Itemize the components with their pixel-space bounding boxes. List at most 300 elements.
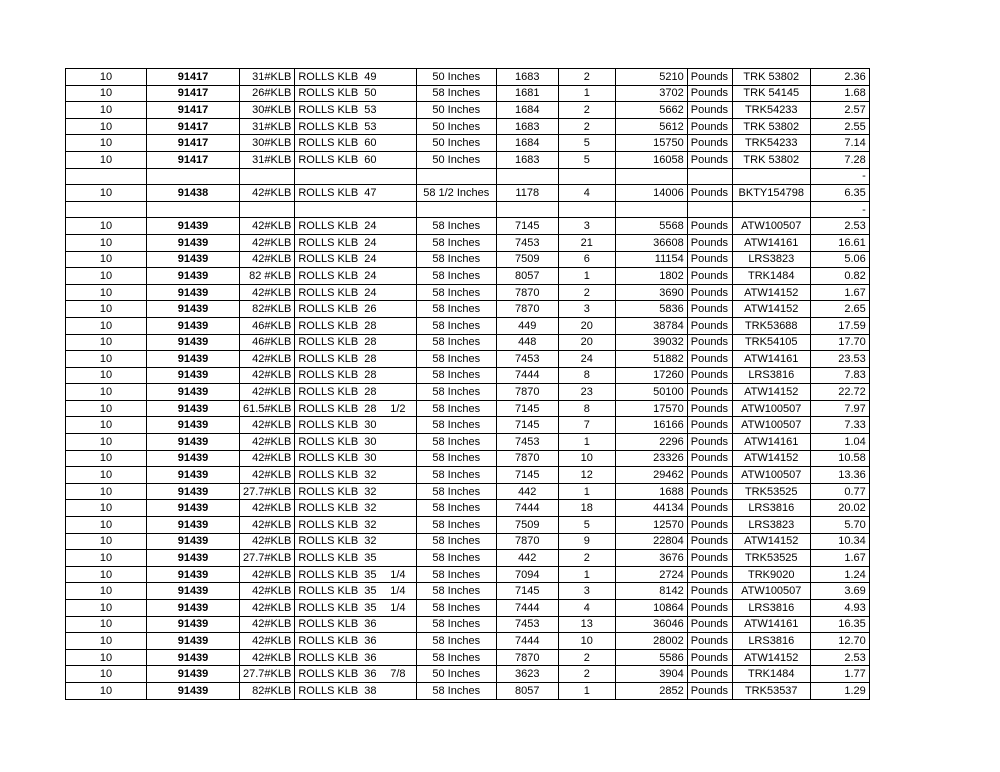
- unit-cell: Pounds: [687, 533, 732, 550]
- width-cell: 58 Inches: [416, 251, 496, 268]
- unit-cell: [687, 201, 732, 218]
- lot-cell: 10: [66, 649, 147, 666]
- weight-cell: 2852: [615, 682, 687, 699]
- unit-cell: [687, 168, 732, 185]
- lot-cell: 10: [66, 218, 147, 235]
- weight-cell: 5836: [615, 301, 687, 318]
- roll-count-cell: 4: [558, 600, 615, 617]
- size-cell: [361, 533, 416, 550]
- order-number-cell: 91439: [147, 600, 240, 617]
- lot-cell: 10: [66, 185, 147, 202]
- trailer-cell: ATW100507: [732, 417, 810, 434]
- product-cell: ROLLS KLB: [295, 566, 361, 583]
- size-cell: [361, 666, 416, 683]
- trailer-cell: ATW14152: [732, 384, 810, 401]
- size-whole: 28: [364, 369, 377, 382]
- weight-cell: 12570: [615, 517, 687, 534]
- mill-order-cell: 7444: [496, 633, 558, 650]
- width-cell: 50 Inches: [416, 135, 496, 152]
- percent-cell: -: [810, 168, 869, 185]
- size-cell: [361, 566, 416, 583]
- trailer-cell: TRK53525: [732, 550, 810, 567]
- width-cell: 58 Inches: [416, 317, 496, 334]
- weight-cell: 44134: [615, 500, 687, 517]
- unit-cell: Pounds: [687, 649, 732, 666]
- size-whole: 24: [364, 236, 377, 249]
- size-whole: 53: [364, 103, 377, 116]
- weight-cell: 16058: [615, 151, 687, 168]
- unit-cell: Pounds: [687, 517, 732, 534]
- trailer-cell: ATW100507: [732, 583, 810, 600]
- weight-cell: 3676: [615, 550, 687, 567]
- size-cell: [361, 600, 416, 617]
- table-row: [66, 384, 870, 401]
- size-cell: [361, 483, 416, 500]
- width-cell: 58 Inches: [416, 85, 496, 102]
- grade-cell: 42#KLB: [240, 600, 295, 617]
- product-cell: ROLLS KLB: [295, 118, 361, 135]
- unit-cell: Pounds: [687, 400, 732, 417]
- order-number-cell: 91439: [147, 284, 240, 301]
- size-cell: [361, 417, 416, 434]
- product-cell: ROLLS KLB: [295, 417, 361, 434]
- grade-cell: 31#KLB: [240, 69, 295, 86]
- roll-count-cell: 2: [558, 118, 615, 135]
- weight-cell: 36608: [615, 234, 687, 251]
- percent-cell: 13.36: [810, 467, 869, 484]
- order-number-cell: 91439: [147, 467, 240, 484]
- percent-cell: 1.04: [810, 434, 869, 451]
- size-whole: 38: [364, 684, 377, 697]
- mill-order-cell: 7870: [496, 384, 558, 401]
- size-cell: [361, 118, 416, 135]
- mill-order-cell: 1683: [496, 69, 558, 86]
- product-cell: ROLLS KLB: [295, 533, 361, 550]
- unit-cell: Pounds: [687, 633, 732, 650]
- lot-cell: 10: [66, 334, 147, 351]
- table-row: [66, 218, 870, 235]
- roll-count-cell: 3: [558, 583, 615, 600]
- width-cell: 58 Inches: [416, 384, 496, 401]
- roll-count-cell: 1: [558, 682, 615, 699]
- size-cell: [361, 467, 416, 484]
- trailer-cell: ATW14161: [732, 616, 810, 633]
- order-number-cell: 91439: [147, 334, 240, 351]
- size-cell: [361, 69, 416, 86]
- mill-order-cell: 1684: [496, 102, 558, 119]
- unit-cell: Pounds: [687, 434, 732, 451]
- width-cell: 58 Inches: [416, 550, 496, 567]
- unit-cell: Pounds: [687, 284, 732, 301]
- unit-cell: Pounds: [687, 583, 732, 600]
- mill-order-cell: 7145: [496, 417, 558, 434]
- weight-cell: [615, 168, 687, 185]
- unit-cell: Pounds: [687, 566, 732, 583]
- weight-cell: 3904: [615, 666, 687, 683]
- weight-cell: 8142: [615, 583, 687, 600]
- order-number-cell: [147, 168, 240, 185]
- lot-cell: 10: [66, 682, 147, 699]
- weight-cell: 51882: [615, 351, 687, 368]
- unit-cell: Pounds: [687, 384, 732, 401]
- roll-count-cell: 20: [558, 334, 615, 351]
- trailer-cell: LRS3823: [732, 251, 810, 268]
- product-cell: ROLLS KLB: [295, 384, 361, 401]
- roll-count-cell: 12: [558, 467, 615, 484]
- unit-cell: Pounds: [687, 85, 732, 102]
- table-body: [66, 69, 870, 700]
- order-number-cell: 91439: [147, 367, 240, 384]
- order-number-cell: 91439: [147, 301, 240, 318]
- unit-cell: Pounds: [687, 500, 732, 517]
- size-cell: [361, 301, 416, 318]
- roll-count-cell: 21: [558, 234, 615, 251]
- percent-cell: -: [810, 201, 869, 218]
- size-cell: [361, 367, 416, 384]
- product-cell: ROLLS KLB: [295, 234, 361, 251]
- order-number-cell: 91417: [147, 118, 240, 135]
- grade-cell: 26#KLB: [240, 85, 295, 102]
- roll-count-cell: 20: [558, 317, 615, 334]
- size-whole: 32: [364, 502, 377, 515]
- table-row: [66, 201, 870, 218]
- table-row: [66, 633, 870, 650]
- unit-cell: Pounds: [687, 118, 732, 135]
- roll-count-cell: 2: [558, 69, 615, 86]
- unit-cell: Pounds: [687, 102, 732, 119]
- weight-cell: 23326: [615, 450, 687, 467]
- order-number-cell: 91439: [147, 450, 240, 467]
- width-cell: 50 Inches: [416, 666, 496, 683]
- size-whole: 32: [364, 535, 377, 548]
- weight-cell: 2296: [615, 434, 687, 451]
- product-cell: ROLLS KLB: [295, 251, 361, 268]
- size-cell: [361, 102, 416, 119]
- table-row: [66, 417, 870, 434]
- trailer-cell: ATW100507: [732, 218, 810, 235]
- unit-cell: Pounds: [687, 69, 732, 86]
- size-cell: [361, 550, 416, 567]
- size-cell: [361, 633, 416, 650]
- table-row: [66, 118, 870, 135]
- table-row: [66, 500, 870, 517]
- table-row: [66, 284, 870, 301]
- lot-cell: 10: [66, 351, 147, 368]
- trailer-cell: LRS3816: [732, 367, 810, 384]
- roll-count-cell: 3: [558, 301, 615, 318]
- size-cell: [361, 351, 416, 368]
- size-cell: [361, 682, 416, 699]
- lot-cell: [66, 168, 147, 185]
- mill-order-cell: 442: [496, 483, 558, 500]
- table-row: [66, 434, 870, 451]
- mill-order-cell: 7453: [496, 351, 558, 368]
- trailer-cell: [732, 201, 810, 218]
- lot-cell: 10: [66, 151, 147, 168]
- order-number-cell: 91439: [147, 400, 240, 417]
- weight-cell: 11154: [615, 251, 687, 268]
- trailer-cell: TRK9020: [732, 566, 810, 583]
- size-whole: 36: [364, 634, 377, 647]
- trailer-cell: ATW100507: [732, 467, 810, 484]
- unit-cell: Pounds: [687, 600, 732, 617]
- size-whole: 26: [364, 303, 377, 316]
- mill-order-cell: 7870: [496, 450, 558, 467]
- product-cell: ROLLS KLB: [295, 102, 361, 119]
- trailer-cell: ATW100507: [732, 400, 810, 417]
- lot-cell: 10: [66, 633, 147, 650]
- width-cell: 58 Inches: [416, 583, 496, 600]
- table-row: [66, 351, 870, 368]
- order-number-cell: 91439: [147, 649, 240, 666]
- size-whole: 32: [364, 469, 377, 482]
- width-cell: 58 Inches: [416, 434, 496, 451]
- grade-cell: 42#KLB: [240, 500, 295, 517]
- roll-count-cell: 18: [558, 500, 615, 517]
- trailer-cell: LRS3823: [732, 517, 810, 534]
- width-cell: 58 Inches: [416, 301, 496, 318]
- size-fraction: 1/4: [390, 568, 406, 581]
- percent-cell: 2.65: [810, 301, 869, 318]
- unit-cell: Pounds: [687, 234, 732, 251]
- percent-cell: 10.58: [810, 450, 869, 467]
- table-row: [66, 649, 870, 666]
- product-cell: ROLLS KLB: [295, 450, 361, 467]
- shipment-table: [65, 68, 870, 700]
- trailer-cell: LRS3816: [732, 500, 810, 517]
- lot-cell: 10: [66, 251, 147, 268]
- size-cell: [361, 434, 416, 451]
- width-cell: 58 Inches: [416, 400, 496, 417]
- table-row: [66, 367, 870, 384]
- mill-order-cell: 7870: [496, 649, 558, 666]
- roll-count-cell: 2: [558, 284, 615, 301]
- percent-cell: 0.82: [810, 268, 869, 285]
- grade-cell: 46#KLB: [240, 317, 295, 334]
- width-cell: [416, 201, 496, 218]
- weight-cell: [615, 201, 687, 218]
- table-row: [66, 467, 870, 484]
- size-fraction: 1/2: [390, 402, 406, 415]
- mill-order-cell: 7145: [496, 400, 558, 417]
- product-cell: ROLLS KLB: [295, 218, 361, 235]
- size-whole: 24: [364, 220, 377, 233]
- unit-cell: Pounds: [687, 483, 732, 500]
- product-cell: ROLLS KLB: [295, 351, 361, 368]
- weight-cell: 17570: [615, 400, 687, 417]
- width-cell: 58 Inches: [416, 367, 496, 384]
- trailer-cell: ATW14161: [732, 351, 810, 368]
- width-cell: 58 Inches: [416, 600, 496, 617]
- grade-cell: 42#KLB: [240, 234, 295, 251]
- table-row: [66, 566, 870, 583]
- mill-order-cell: [496, 168, 558, 185]
- order-number-cell: 91439: [147, 517, 240, 534]
- weight-cell: 39032: [615, 334, 687, 351]
- trailer-cell: TRK 53802: [732, 118, 810, 135]
- trailer-cell: TRK53688: [732, 317, 810, 334]
- order-number-cell: 91438: [147, 185, 240, 202]
- size-cell: [361, 517, 416, 534]
- percent-cell: 16.35: [810, 616, 869, 633]
- lot-cell: 10: [66, 450, 147, 467]
- lot-cell: 10: [66, 483, 147, 500]
- trailer-cell: TRK 53802: [732, 69, 810, 86]
- lot-cell: 10: [66, 583, 147, 600]
- percent-cell: 1.24: [810, 566, 869, 583]
- width-cell: 58 Inches: [416, 500, 496, 517]
- order-number-cell: 91417: [147, 102, 240, 119]
- size-whole: 32: [364, 518, 377, 531]
- product-cell: ROLLS KLB: [295, 550, 361, 567]
- roll-count-cell: 8: [558, 400, 615, 417]
- mill-order-cell: [496, 201, 558, 218]
- unit-cell: Pounds: [687, 666, 732, 683]
- percent-cell: 4.93: [810, 600, 869, 617]
- grade-cell: 42#KLB: [240, 417, 295, 434]
- size-whole: 50: [364, 87, 377, 100]
- weight-cell: 2724: [615, 566, 687, 583]
- width-cell: 58 Inches: [416, 483, 496, 500]
- product-cell: ROLLS KLB: [295, 284, 361, 301]
- grade-cell: 42#KLB: [240, 450, 295, 467]
- product-cell: ROLLS KLB: [295, 268, 361, 285]
- weight-cell: 10864: [615, 600, 687, 617]
- table-row: [66, 600, 870, 617]
- percent-cell: 16.61: [810, 234, 869, 251]
- percent-cell: 2.53: [810, 649, 869, 666]
- table-row: [66, 151, 870, 168]
- trailer-cell: LRS3816: [732, 633, 810, 650]
- lot-cell: 10: [66, 600, 147, 617]
- product-cell: ROLLS KLB: [295, 483, 361, 500]
- lot-cell: 10: [66, 118, 147, 135]
- size-whole: 30: [364, 452, 377, 465]
- table-row: [66, 317, 870, 334]
- percent-cell: 17.59: [810, 317, 869, 334]
- grade-cell: 46#KLB: [240, 334, 295, 351]
- mill-order-cell: 1683: [496, 151, 558, 168]
- size-cell: [361, 85, 416, 102]
- size-whole: 35: [364, 601, 377, 614]
- unit-cell: Pounds: [687, 251, 732, 268]
- trailer-cell: LRS3816: [732, 600, 810, 617]
- percent-cell: 2.53: [810, 218, 869, 235]
- roll-count-cell: 2: [558, 550, 615, 567]
- table-row: [66, 533, 870, 550]
- product-cell: ROLLS KLB: [295, 301, 361, 318]
- product-cell: [295, 201, 361, 218]
- trailer-cell: TRK1484: [732, 666, 810, 683]
- percent-cell: 2.57: [810, 102, 869, 119]
- table-row: [66, 517, 870, 534]
- roll-count-cell: 5: [558, 135, 615, 152]
- mill-order-cell: 7453: [496, 616, 558, 633]
- grade-cell: 42#KLB: [240, 633, 295, 650]
- order-number-cell: 91439: [147, 483, 240, 500]
- product-cell: ROLLS KLB: [295, 151, 361, 168]
- unit-cell: Pounds: [687, 218, 732, 235]
- roll-count-cell: 23: [558, 384, 615, 401]
- trailer-cell: ATW14152: [732, 533, 810, 550]
- size-cell: [361, 234, 416, 251]
- table-row: [66, 234, 870, 251]
- lot-cell: 10: [66, 234, 147, 251]
- lot-cell: 10: [66, 69, 147, 86]
- weight-cell: 15750: [615, 135, 687, 152]
- roll-count-cell: 13: [558, 616, 615, 633]
- roll-count-cell: [558, 168, 615, 185]
- grade-cell: 42#KLB: [240, 566, 295, 583]
- order-number-cell: 91439: [147, 384, 240, 401]
- size-cell: [361, 616, 416, 633]
- width-cell: 50 Inches: [416, 69, 496, 86]
- order-number-cell: 91417: [147, 151, 240, 168]
- roll-count-cell: 1: [558, 566, 615, 583]
- width-cell: 58 Inches: [416, 533, 496, 550]
- size-whole: 36: [364, 668, 377, 681]
- size-cell: [361, 450, 416, 467]
- grade-cell: 31#KLB: [240, 118, 295, 135]
- roll-count-cell: 2: [558, 666, 615, 683]
- size-cell: [361, 218, 416, 235]
- roll-count-cell: 1: [558, 483, 615, 500]
- percent-cell: 22.72: [810, 384, 869, 401]
- grade-cell: 27.7#KLB: [240, 550, 295, 567]
- mill-order-cell: 7444: [496, 600, 558, 617]
- grade-cell: 42#KLB: [240, 616, 295, 633]
- unit-cell: Pounds: [687, 334, 732, 351]
- percent-cell: 12.70: [810, 633, 869, 650]
- grade-cell: [240, 201, 295, 218]
- unit-cell: Pounds: [687, 151, 732, 168]
- lot-cell: 10: [66, 367, 147, 384]
- weight-cell: 5568: [615, 218, 687, 235]
- weight-cell: 28002: [615, 633, 687, 650]
- weight-cell: 22804: [615, 533, 687, 550]
- product-cell: ROLLS KLB: [295, 666, 361, 683]
- lot-cell: 10: [66, 384, 147, 401]
- lot-cell: [66, 201, 147, 218]
- size-cell: [361, 185, 416, 202]
- lot-cell: 10: [66, 550, 147, 567]
- mill-order-cell: 7444: [496, 367, 558, 384]
- size-whole: 28: [364, 336, 377, 349]
- product-cell: ROLLS KLB: [295, 434, 361, 451]
- roll-count-cell: 3: [558, 218, 615, 235]
- lot-cell: 10: [66, 268, 147, 285]
- table-row: [66, 583, 870, 600]
- order-number-cell: 91439: [147, 218, 240, 235]
- lot-cell: 10: [66, 400, 147, 417]
- width-cell: 58 Inches: [416, 450, 496, 467]
- mill-order-cell: 7509: [496, 517, 558, 534]
- table-row: [66, 666, 870, 683]
- roll-count-cell: 9: [558, 533, 615, 550]
- order-number-cell: 91417: [147, 69, 240, 86]
- size-cell: [361, 284, 416, 301]
- unit-cell: Pounds: [687, 301, 732, 318]
- size-whole: 36: [364, 618, 377, 631]
- order-number-cell: 91439: [147, 533, 240, 550]
- product-cell: [295, 168, 361, 185]
- size-cell: [361, 268, 416, 285]
- weight-cell: 1802: [615, 268, 687, 285]
- product-cell: ROLLS KLB: [295, 633, 361, 650]
- mill-order-cell: 448: [496, 334, 558, 351]
- trailer-cell: TRK53537: [732, 682, 810, 699]
- order-number-cell: 91439: [147, 666, 240, 683]
